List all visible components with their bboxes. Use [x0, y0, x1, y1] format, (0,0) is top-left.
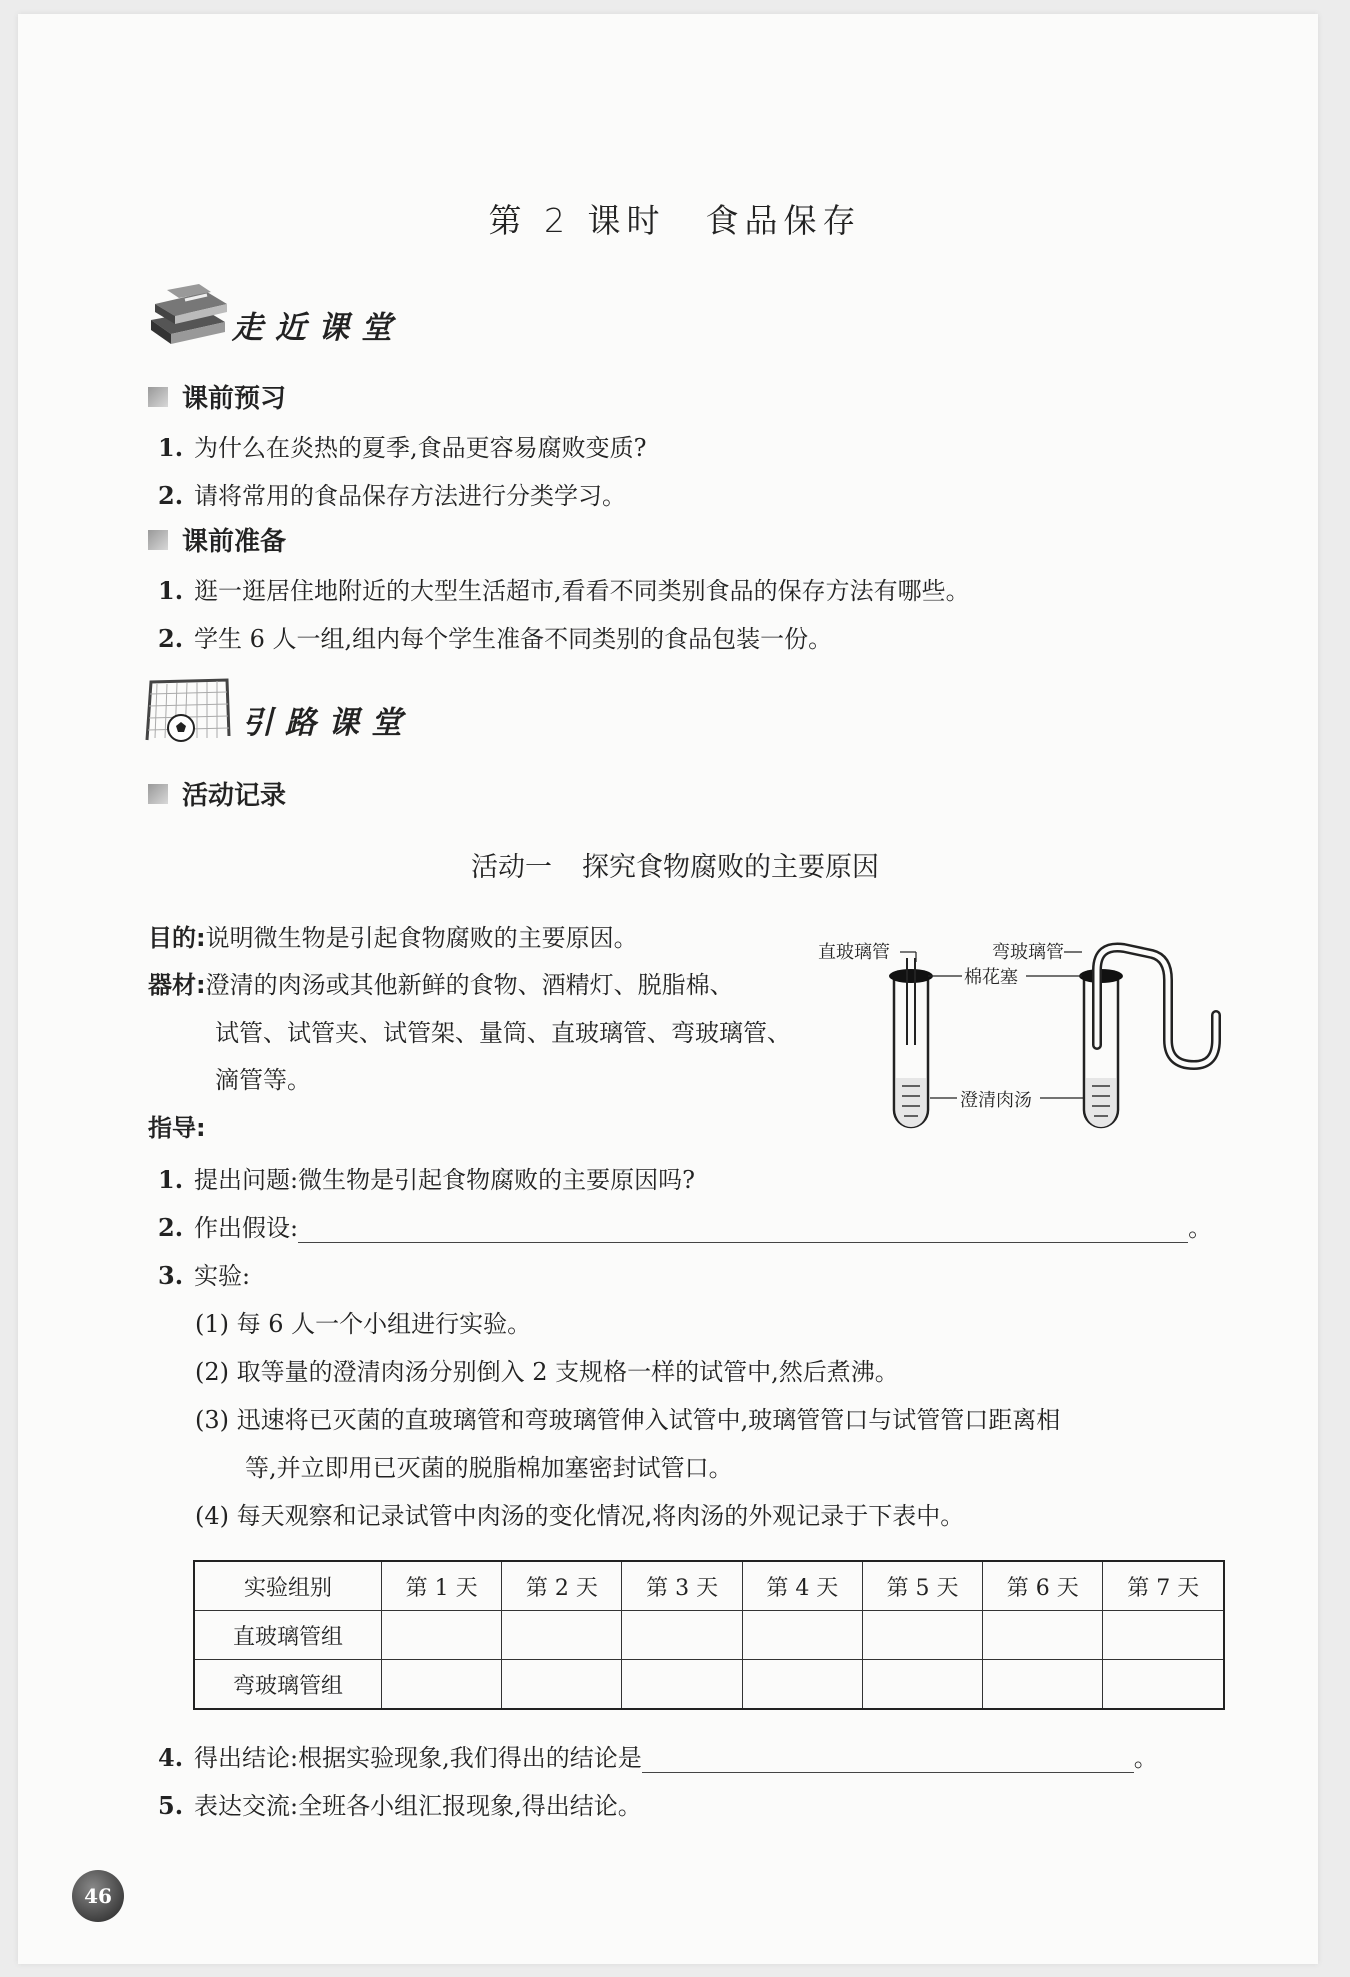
table-cell[interactable]: [862, 1660, 982, 1710]
section-heading-preview: 课前预习: [148, 378, 286, 415]
table-cell[interactable]: [862, 1611, 982, 1660]
list-item: 1. 逛一逛居住地附近的大型生活超市,看看不同类别食品的保存方法有哪些。: [158, 576, 970, 605]
substep: (2) 取等量的澄清肉汤分别倒入 2 支规格一样的试管中,然后煮沸。: [195, 1358, 899, 1386]
table-cell[interactable]: [382, 1660, 502, 1710]
table-cell[interactable]: [983, 1611, 1103, 1660]
label-cotton-plug: 棉花塞: [964, 967, 1018, 988]
materials-line: 滴管等。: [215, 1066, 311, 1094]
heading-marker-icon: [148, 387, 168, 407]
substep: (1) 每 6 人一个小组进行实验。: [195, 1310, 532, 1338]
lesson-title: [0, 195, 1350, 242]
row-label: 直玻璃管组: [194, 1611, 382, 1660]
page-number: 46: [72, 1870, 124, 1922]
table-header-cell: 第 2 天: [502, 1561, 622, 1611]
row-label: 弯玻璃管组: [194, 1660, 382, 1710]
table-cell[interactable]: [1103, 1660, 1224, 1710]
heading-marker-icon: [148, 530, 168, 550]
table-cell[interactable]: [502, 1660, 622, 1710]
table-header-cell: 第 4 天: [742, 1561, 862, 1611]
guide-label: 指导:: [148, 1114, 206, 1142]
heading-marker-icon: [148, 784, 168, 804]
table-header-cell: 第 3 天: [622, 1561, 742, 1611]
step-2: 2. 作出假设: 。: [158, 1213, 1213, 1242]
banner-title-1: 走近课堂: [232, 310, 404, 346]
books-icon: [145, 280, 235, 350]
step-5: 5. 表达交流:全班各小组汇报现象,得出结论。: [158, 1791, 642, 1820]
conclusion-blank[interactable]: [642, 1746, 1134, 1773]
materials-line: 试管、试管夹、试管架、量筒、直玻璃管、弯玻璃管、: [215, 1019, 791, 1047]
table-cell[interactable]: [382, 1611, 502, 1660]
label-bent-tube: 弯玻璃管: [992, 942, 1064, 963]
table-cell[interactable]: [1103, 1611, 1224, 1660]
step-1: 1. 提出问题:微生物是引起食物腐败的主要原因吗?: [158, 1165, 695, 1194]
table-header-cell: 第 1 天: [382, 1561, 502, 1611]
label-broth: 澄清肉汤: [960, 1090, 1032, 1111]
table-header-cell: 第 6 天: [983, 1561, 1103, 1611]
section-heading-activity: 活动记录: [148, 775, 286, 812]
list-item: 1. 为什么在炎热的夏季,食品更容易腐败变质?: [158, 433, 647, 462]
record-table: [193, 1560, 1225, 1710]
table-cell[interactable]: [622, 1660, 742, 1710]
table-cell[interactable]: [502, 1611, 622, 1660]
soccer-goal-icon: [143, 676, 235, 746]
table-row: [194, 1611, 1224, 1660]
substep: 等,并立即用已灭菌的脱脂棉加塞密封试管口。: [245, 1454, 733, 1482]
table-cell[interactable]: [742, 1611, 862, 1660]
table-cell[interactable]: [742, 1660, 862, 1710]
purpose-line: 目的:说明微生物是引起食物腐败的主要原因。: [148, 924, 638, 952]
table-cell[interactable]: [983, 1660, 1103, 1710]
table-header-cell: 第 5 天: [862, 1561, 982, 1611]
substep: (3) 迅速将已灭菌的直玻璃管和弯玻璃管伸入试管中,玻璃管管口与试管管口距离相: [195, 1406, 1061, 1434]
lesson-number: 第 2 课时: [488, 201, 666, 240]
step-3: 3. 实验:: [158, 1261, 251, 1290]
label-straight-tube: 直玻璃管: [818, 942, 890, 963]
table-header-cell: 实验组别: [194, 1561, 382, 1611]
step-4: 4. 得出结论:根据实验现象,我们得出的结论是 。: [158, 1743, 1158, 1772]
lesson-name: 食品保存: [705, 201, 862, 240]
hypothesis-blank[interactable]: [298, 1216, 1188, 1243]
section-heading-prepare: 课前准备: [148, 521, 286, 558]
table-header-cell: 第 7 天: [1103, 1561, 1224, 1611]
banner-title-2: 引路课堂: [242, 705, 414, 741]
activity-title: 活动一 探究食物腐败的主要原因: [471, 852, 879, 883]
experiment-diagram: [812, 930, 1232, 1140]
list-item: 2. 学生 6 人一组,组内每个学生准备不同类别的食品包装一份。: [158, 624, 833, 653]
substep: (4) 每天观察和记录试管中肉汤的变化情况,将肉汤的外观记录于下表中。: [195, 1502, 965, 1530]
table-row: [194, 1660, 1224, 1710]
table-header-row: [194, 1561, 1224, 1611]
table-cell[interactable]: [622, 1611, 742, 1660]
materials-line: 器材:澄清的肉汤或其他新鲜的食物、酒精灯、脱脂棉、: [148, 971, 734, 999]
list-item: 2. 请将常用的食品保存方法进行分类学习。: [158, 481, 626, 510]
